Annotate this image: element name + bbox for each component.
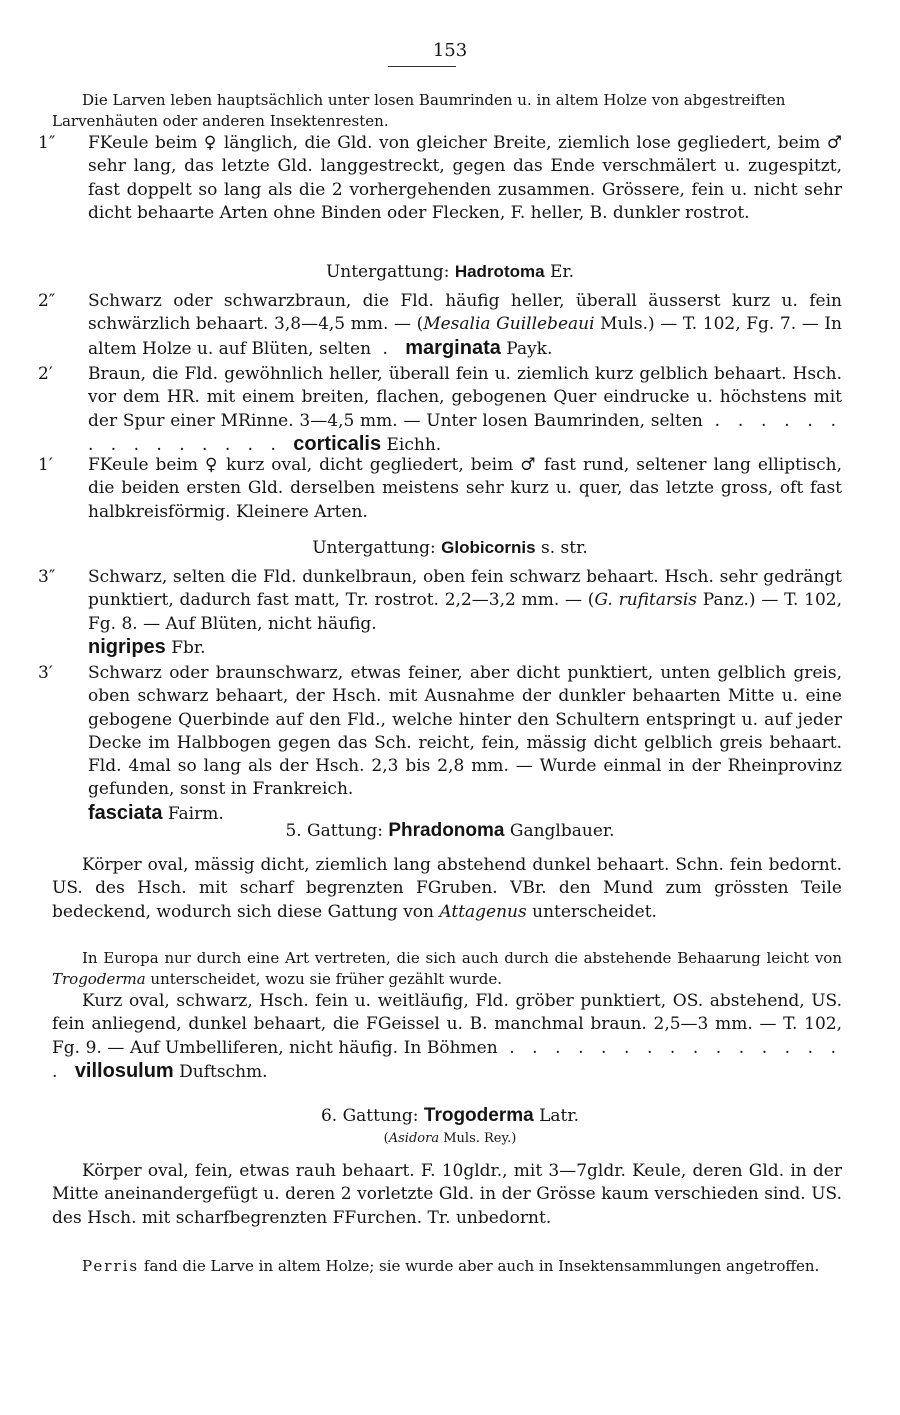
phradonoma-note bbox=[52, 948, 842, 990]
couplet-text-part: Muls.) — T. 102, Fg. 7. — In altem Holze u. auf Blüten, selten bbox=[88, 314, 842, 359]
heading-author: Ganglbauer. bbox=[504, 821, 615, 841]
phradonoma-description bbox=[52, 854, 842, 924]
genus-heading-phradonoma bbox=[0, 820, 900, 842]
heading-prefix: Untergattung: bbox=[312, 538, 442, 558]
header-rule bbox=[388, 66, 456, 67]
couplet-number: 3′ bbox=[38, 663, 53, 683]
genus-name: Phradonoma bbox=[388, 820, 505, 841]
trogoderma-note bbox=[52, 1256, 842, 1277]
leader-dots: . . . . . . . . . . . . . . . . bbox=[52, 1037, 842, 1082]
heading-author: s. str. bbox=[535, 538, 588, 558]
couplet-number: 1″ bbox=[38, 133, 56, 153]
heading-prefix: 5. Gattung: bbox=[285, 821, 389, 841]
heading-prefix: Untergattung: bbox=[325, 262, 455, 282]
couplet-text-part: Schwarz, selten die Fld. dunkelbraun, oben fein schwarz behaart. Hsch. sehr gedrängt punktiert, dadurch fast matt, Tr. rostrot. 2,2—3,2 mm. — ( bbox=[88, 567, 842, 611]
genus-reference: Attagenus bbox=[439, 901, 527, 922]
couplet-text bbox=[88, 566, 842, 636]
couplet-number: 3″ bbox=[38, 567, 56, 587]
species-author: Fairm. bbox=[162, 803, 224, 824]
species-name: villosulum bbox=[74, 1059, 174, 1082]
genus-synonym bbox=[0, 1131, 900, 1146]
couplet-text: Schwarz oder braunschwarz, etwas feiner, aber dicht punktiert, unten gelblich greis, oben schwarz behaart, der Hsch. mit Ausnahme der dunkler behaarten Mitte u. eine gebogene Querbinde auf den Fld., welche hinter den Schultern entspringt u. auf jeder Decke im Halbbogen gegen das Sch. reicht, fein, mässig dicht gelblich greis behaart. Fld. 4mal so lang als der Hsch. 2,3 bis 2,8 mm. — Wurde einmal in der Rheinprovinz gefunden, sonst in Frankreich. bbox=[88, 663, 842, 800]
species-name: corticalis bbox=[293, 432, 382, 455]
species-author: Eichh. bbox=[381, 434, 442, 455]
synonym-author: Muls. Rey.) bbox=[439, 1131, 517, 1146]
species-description: Kurz oval, schwarz, Hsch. fein u. weitläufig, Fld. gröber punktiert, OS. abstehend, US. fein anliegend, dunkel behaart, die FGeissel u. B. manchmal braun. 2,5—3 mm. — T. 102, Fg. 9. — Auf Umbelliferen, nicht häufig. In Böhmen bbox=[52, 991, 842, 1058]
couplet-number: 1′ bbox=[38, 455, 53, 475]
synonym-name: Asidora bbox=[388, 1131, 440, 1146]
key-couplet-1a bbox=[38, 132, 842, 225]
couplet-text: FKeule beim ♀ länglich, die Gld. von gleicher Breite, ziemlich lose gegliedert, beim ♂ sehr lang, das letzte Gld. langgestreckt, gegen das Ende verschmälert u. zugespitzt, fast doppelt so lang als die 2 vorhergehenden zusammen. Grössere, fein u. nicht sehr dicht behaarte Arten ohne Binden oder Flecken, F. heller, B. dunkler rostrot. bbox=[88, 133, 842, 223]
key-couplet-1b bbox=[38, 454, 842, 524]
species-name: marginata bbox=[405, 336, 501, 359]
synonym-name: G. rufitarsis bbox=[594, 590, 697, 611]
subgenus-heading-hadrotoma bbox=[0, 262, 900, 282]
note-text: unterscheidet, wozu sie früher gezählt wurde. bbox=[145, 970, 502, 988]
key-couplet-2a bbox=[38, 290, 842, 361]
key-couplet-3a bbox=[38, 566, 842, 660]
description-text: unterscheidet. bbox=[526, 901, 657, 922]
leader-dots: . . . . . . . . . . . . . . . bbox=[88, 410, 842, 455]
species-name: nigripes bbox=[88, 635, 166, 658]
key-couplet-3b bbox=[38, 662, 842, 826]
heading-prefix: 6. Gattung: bbox=[320, 1106, 424, 1126]
heading-author: Latr. bbox=[533, 1106, 580, 1126]
couplet-number: 2′ bbox=[38, 364, 53, 384]
genus-heading-trogoderma bbox=[0, 1105, 900, 1127]
note-text: In Europa nur durch eine Art vertreten, die sich auch durch die abstehende Behaarung leicht von bbox=[82, 949, 842, 967]
species-name: fasciata bbox=[88, 801, 163, 824]
genus-reference: Trogoderma bbox=[52, 970, 146, 988]
trogoderma-description: Körper oval, fein, etwas rauh behaart. F. 10gldr., mit 3—7gldr. Keule, deren Gld. in der Mitte aneinandergefügt u. deren 2 vorletzte Gld. in der Grösse kaum verschieden sind. US. des Hsch. mit scharfbegrenzten FFurchen. Tr. unbedornt. bbox=[52, 1161, 842, 1228]
intro-paragraph: Die Larven leben hauptsächlich unter losen Baumrinden u. in altem Holze von abgestreiften Larvenhäuten oder anderen Insektenresten. bbox=[52, 91, 786, 130]
subgenus-name: Globicornis bbox=[441, 538, 536, 557]
author-name: Perris bbox=[82, 1257, 140, 1275]
key-couplet-2b bbox=[38, 363, 842, 457]
couplet-text-part: Panz.) — T. 102, Fg. 8. — Auf Blüten, nicht häufig. bbox=[88, 590, 842, 634]
villosulum-entry bbox=[52, 990, 842, 1084]
subgenus-name: Hadrotoma bbox=[454, 262, 545, 281]
description-text: Körper oval, mässig dicht, ziemlich lang abstehend dunkel behaart. Schn. fein bedornt. US. des Hsch. mit scharf begrenzten FGruben. VBr. den Mund zum grössten Teile bedeckend, wodurch sich diese Gattung von bbox=[52, 855, 842, 922]
synonym-name: Mesalia Guillebeaui bbox=[423, 314, 595, 335]
page-number: 153 bbox=[432, 40, 468, 61]
species-author: Fbr. bbox=[165, 637, 206, 658]
heading-author: Er. bbox=[544, 262, 575, 282]
couplet-number: 2″ bbox=[38, 291, 56, 311]
couplet-text: FKeule beim ♀ kurz oval, dicht gegliedert, beim ♂ fast rund, seltener lang elliptisch, die beiden ersten Gld. derselben meistens sehr kurz u. quer, das letzte gross, oft fast halbkreisförmig. Kleinere Arten. bbox=[88, 455, 842, 522]
note-text: fand die Larve in altem Holze; sie wurde aber auch in Insektensammlungen angetroffen. bbox=[139, 1257, 820, 1275]
couplet-text bbox=[88, 290, 842, 361]
couplet-text-part: Schwarz oder schwarzbraun, die Fld. häufig heller, überall äusserst kurz u. fein schwärzlich behaart. 3,8—4,5 mm. — ( bbox=[88, 291, 842, 335]
genus-name: Trogoderma bbox=[423, 1105, 534, 1126]
species-author: Payk. bbox=[500, 338, 553, 359]
leader-dots: . bbox=[371, 338, 406, 359]
couplet-text bbox=[88, 363, 842, 457]
couplet-text-part: Braun, die Fld. gewöhnlich heller, überall fein u. ziemlich kurz gelblich behaart. Hsch. vor dem HR. mit einem breiten, flachen, gebogenen Quer eindrucke u. höchstens mit der Spur einer MRinne. 3—4,5 mm. — Unter losen Baumrinden, selten bbox=[88, 364, 842, 431]
subgenus-heading-globicornis bbox=[0, 538, 900, 558]
species-author: Duftschm. bbox=[173, 1061, 268, 1082]
synonym-text: ( bbox=[383, 1131, 389, 1146]
species-line bbox=[88, 636, 842, 660]
